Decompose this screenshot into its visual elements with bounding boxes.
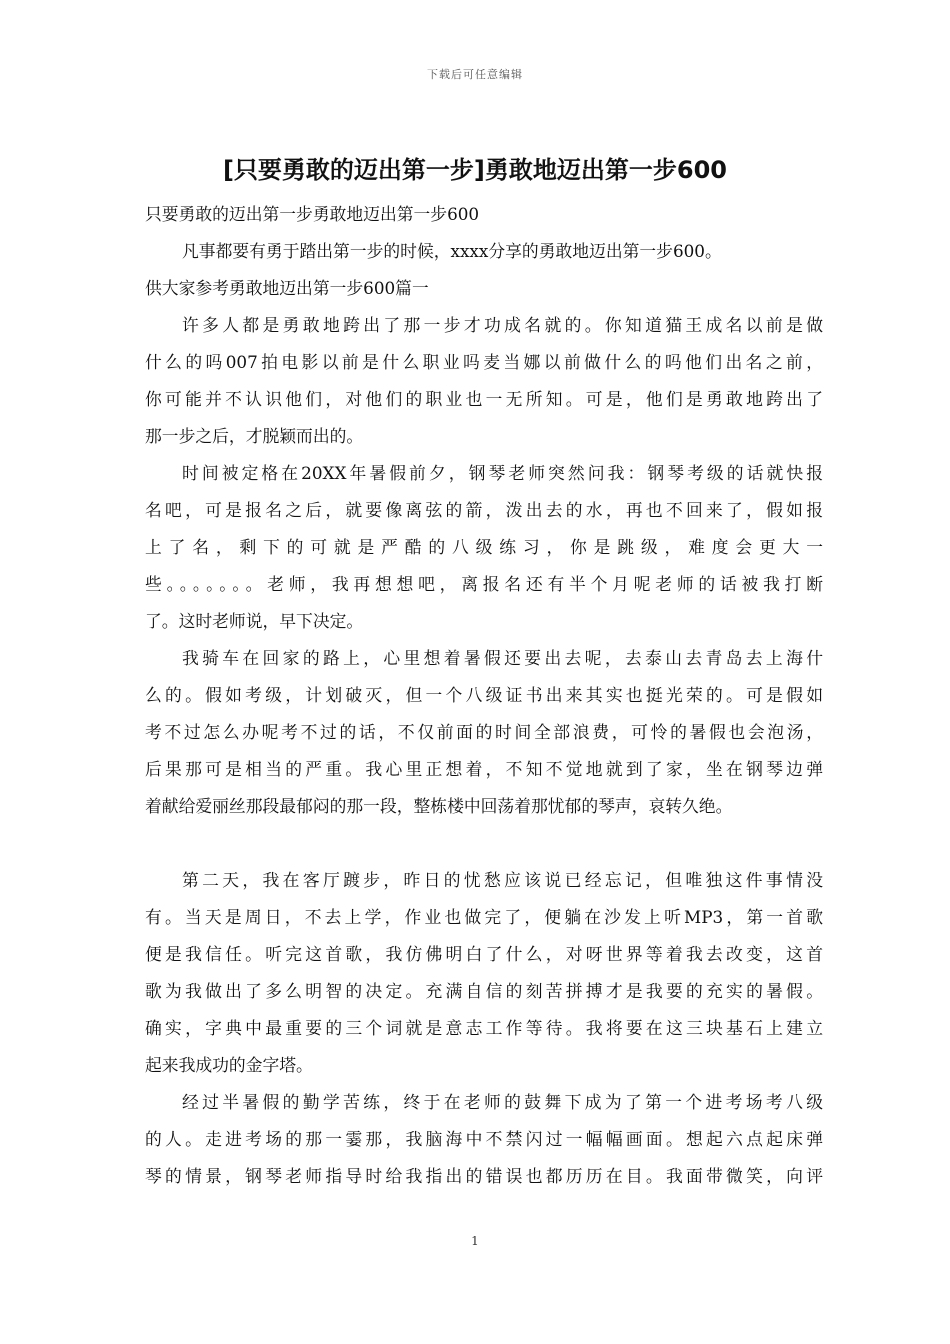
text-line: 许多人都是勇敢地跨出了那一步才功成名就的。你知道猫王成名以前是做 [182,315,823,335]
text-line: 些。。。。。。。老师，我再想想吧，离报名还有半个月呢老师的话被我打断 [145,574,823,594]
text-line: 了。这时老师说，早下决定。 [145,611,364,631]
text-line: 名吧，可是报名之后，就要像离弦的箭，泼出去的水，再也不回来了，假如报 [145,500,823,520]
page-header: 下载后可任意编辑 [427,68,523,81]
text-line: 什么的吗007拍电影以前是什么职业吗麦当娜以前做什么的吗他们出名之前， [145,352,823,372]
document-title: [只要勇敢的迈出第一步]勇敢地迈出第一步600 [222,156,728,184]
text-line: 经过半暑假的勤学苦练，终于在老师的鼓舞下成为了第一个进考场考八级 [182,1092,823,1112]
text-line: 那一步之后，才脱颖而出的。 [145,426,364,446]
text-line: 确实，字典中最重要的三个词就是意志工作等待。我将要在这三块基石上建立 [145,1018,823,1038]
text-line: 凡事都要有勇于踏出第一步的时候，xxxx分享的勇敢地迈出第一步600。 [182,241,722,261]
text-line: 第二天，我在客厅踱步，昨日的忧愁应该说已经忘记，但唯独这件事情没 [182,870,823,890]
text-line: 着献给爱丽丝那段最郁闷的那一段，整栋楼中回荡着那忧郁的琴声，哀转久绝。 [145,796,733,816]
text-line: 时间被定格在20XX年暑假前夕，钢琴老师突然问我：钢琴考级的话就快报 [182,463,823,483]
text-line: 只要勇敢的迈出第一步勇敢地迈出第一步600 [145,204,480,224]
text-line: 琴的情景，钢琴老师指导时给我指出的错误也都历历在目。我面带微笑，向评 [145,1166,823,1186]
text-line: 的人。走进考场的那一霎那，我脑海中不禁闪过一幅幅画面。想起六点起床弹 [145,1129,823,1149]
text-line: 有。当天是周日，不去上学，作业也做完了，便躺在沙发上听MP3，第一首歌 [145,907,823,927]
text-line: 你可能并不认识他们，对他们的职业也一无所知。可是，他们是勇敢地跨出了 [145,389,823,409]
paragraph-gap [145,829,823,866]
text-line: 后果那可是相当的严重。我心里正想着，不知不觉地就到了家，坐在钢琴边弹 [145,759,823,779]
text-line: 起来我成功的金字塔。 [145,1055,313,1075]
text-line: 么的。假如考级，计划破灭，但一个八级证书出来其实也挺光荣的。可是假如 [145,685,823,705]
text-line: 我骑车在回家的路上，心里想着暑假还要出去呢，去泰山去青岛去上海什 [182,648,823,668]
page-number: 1 [471,1234,479,1248]
document-body [145,200,823,1199]
text-line: 供大家参考勇敢地迈出第一步600篇一 [145,278,429,298]
text-line: 上了名，剩下的可就是严酷的八级练习，你是跳级，难度会更大一 [145,537,823,557]
text-line: 歌为我做出了多么明智的决定。充满自信的刻苦拼搏才是我要的充实的暑假。 [145,981,823,1001]
text-line: 考不过怎么办呢考不过的话，不仅前面的时间全部浪费，可怜的暑假也会泡汤， [145,722,823,742]
text-line: 便是我信任。听完这首歌，我仿佛明白了什么，对呀世界等着我去改变，这首 [145,944,823,964]
